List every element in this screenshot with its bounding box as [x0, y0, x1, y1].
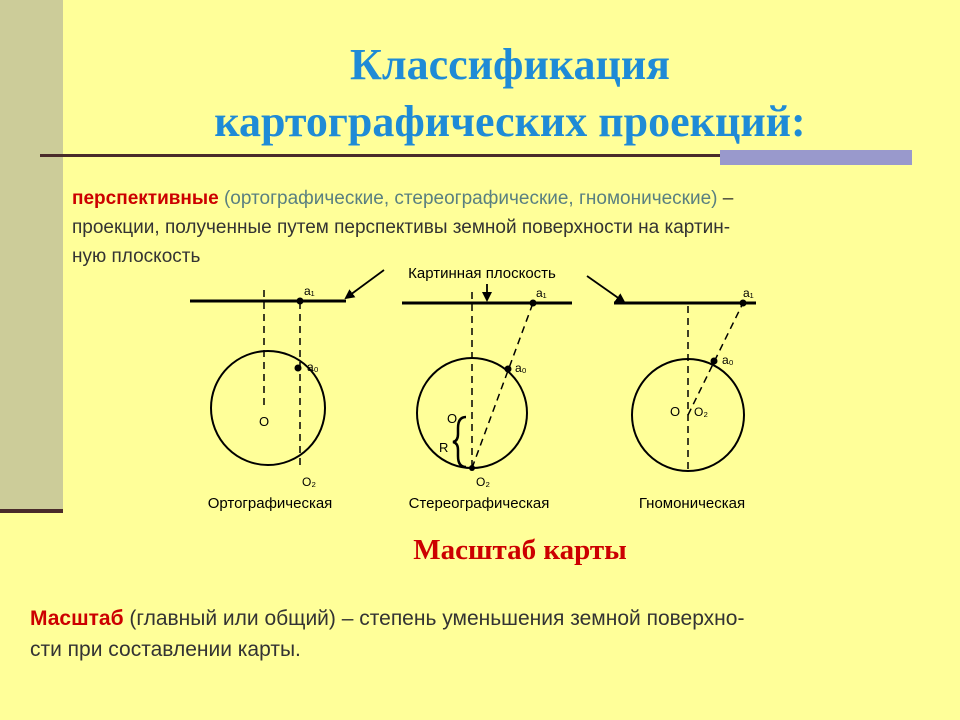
stereo-projection-ray — [472, 303, 533, 468]
stereo-label-a0: a₀ — [515, 361, 527, 375]
gnomonic-label-a1: a₁ — [743, 286, 754, 300]
stereo-point-a0 — [505, 366, 512, 373]
ortho-label-a1: a₁ — [304, 284, 315, 298]
gnomonic-label-a0: a₀ — [722, 353, 734, 367]
intro-line-2: проекции, полученные путем перспективы земной поверхности на картин- — [72, 217, 731, 238]
ortho-label-a0: a₀ — [307, 360, 319, 374]
orthographic-diagram — [190, 284, 346, 512]
stereo-point-a1 — [530, 300, 537, 307]
title-line-1: Классификация — [350, 40, 670, 89]
stereo-label-a1: a₁ — [536, 286, 547, 300]
stereo-point-o2 — [469, 465, 475, 471]
gnomonic-diagram — [614, 286, 756, 512]
scale-definition — [30, 603, 950, 665]
gnomonic-point-a0 — [711, 358, 718, 365]
gnomonic-caption: Гномоническая — [638, 495, 746, 512]
stereo-caption: Стереографическая — [408, 495, 550, 512]
scale-line-1-rest: (главный или общий) – степень уменьшения земной поверхно- — [123, 607, 745, 630]
intro-dash: – — [717, 188, 734, 209]
scale-term: Масштаб — [30, 607, 124, 630]
scale-heading: Масштаб карты — [413, 534, 627, 566]
gnomonic-point-a1 — [740, 300, 747, 307]
intro-term: перспективные — [72, 188, 219, 209]
picture-plane-caption: Картинная плоскость — [408, 265, 556, 282]
ortho-label-o: O — [259, 414, 270, 429]
caption-arrow-left — [346, 270, 384, 298]
scale-line-1 — [30, 603, 950, 634]
title-line-2: картографических проекций: — [214, 97, 806, 147]
ortho-point-a0 — [295, 365, 302, 372]
intro-line-3: ную плоскость — [72, 246, 201, 267]
intro-paren: (ортографические, стереографические, гномонические) — [223, 188, 718, 209]
stereo-label-o: O — [447, 411, 458, 426]
caption-arrow-right — [587, 276, 624, 302]
gnomonic-label-o: O — [670, 404, 681, 419]
ortho-label-o2: O₂ — [302, 475, 316, 489]
stereo-label-o2: O₂ — [476, 475, 490, 489]
stereo-label-r: R — [439, 440, 449, 455]
ortho-caption: Ортографическая — [207, 495, 333, 512]
scale-line-2: сти при составлении карты. — [30, 638, 301, 661]
ortho-point-a1 — [297, 298, 304, 305]
gnomonic-label-o2: O₂ — [694, 405, 708, 419]
stereographic-diagram — [402, 286, 572, 512]
